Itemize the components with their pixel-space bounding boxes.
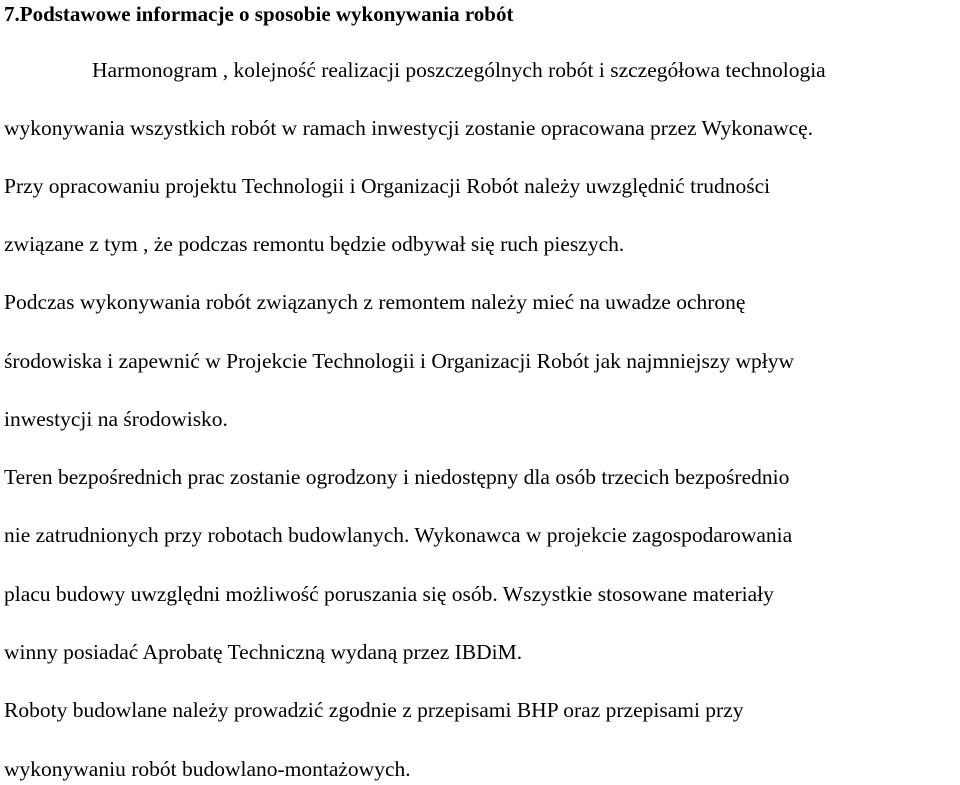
text-line: wykonywaniu robót budowlano-montażowych.	[4, 757, 411, 781]
text-line: inwestycji na środowisko.	[4, 407, 228, 431]
section-title: Podstawowe informacje o sposobie wykonywania robót	[19, 2, 514, 26]
text-line: Harmonogram , kolejność realizacji poszczególnych robót i szczegółowa technologia	[92, 58, 826, 82]
text-line: placu budowy uwzględni możliwość poruszania się osób. Wszystkie stosowane materiały	[4, 582, 774, 606]
text-line: Podczas wykonywania robót związanych z remontem należy mieć na uwadze ochronę	[4, 290, 746, 314]
text-line: związane z tym , że podczas remontu będzie odbywał się ruch pieszych.	[4, 232, 625, 256]
text-line: środowiska i zapewnić w Projekcie Technologii i Organizacji Robót jak najmniejszy wpływ	[4, 349, 795, 373]
text-line: nie zatrudnionych przy robotach budowlanych. Wykonawca w projekcie zagospodarowania	[4, 523, 793, 547]
section-number: 7.	[4, 2, 20, 26]
section-heading	[4, 0, 513, 28]
text-line: wykonywania wszystkich robót w ramach inwestycji zostanie opracowana przez Wykonawcę.	[4, 116, 814, 140]
text-line: Przy opracowaniu projektu Technologii i Organizacji Robót należy uwzględnić trudności	[4, 174, 771, 198]
text-line: Teren bezpośrednich prac zostanie ogrodzony i niedostępny dla osób trzecich bezpośrednio	[4, 465, 790, 489]
text-line: Roboty budowlane należy prowadzić zgodnie z przepisami BHP oraz przepisami przy	[4, 698, 744, 722]
text-line: winny posiadać Aprobatę Techniczną wydaną przez IBDiM.	[4, 640, 523, 664]
